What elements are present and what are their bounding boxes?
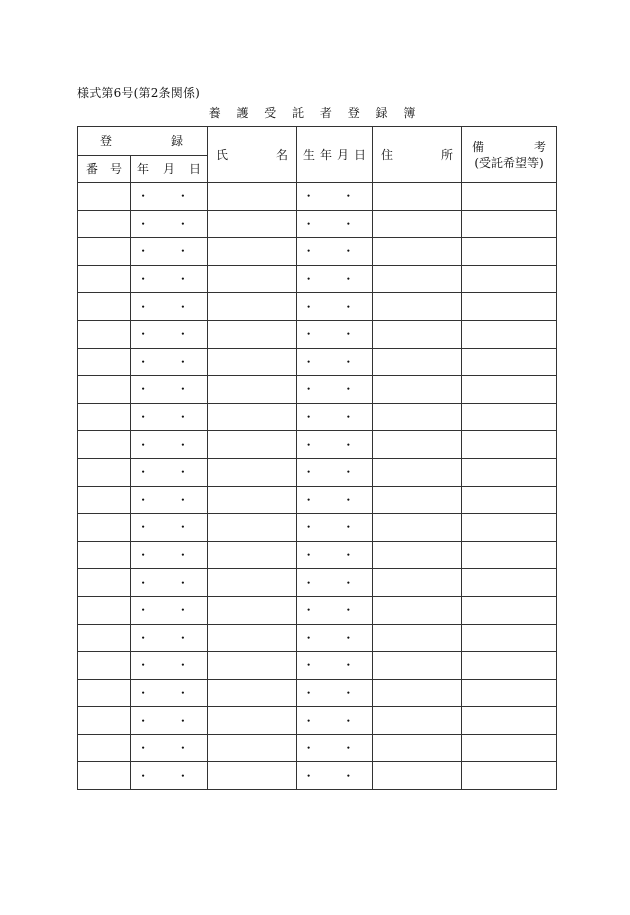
table-row — [78, 265, 557, 293]
birth-date-cell: ・ ・ — [297, 514, 373, 542]
name-cell — [208, 183, 297, 211]
birth-date-cell: ・ ・ — [297, 458, 373, 486]
address-cell — [373, 624, 462, 652]
registration-date-cell: ・ ・ — [131, 652, 208, 680]
name-cell — [208, 320, 297, 348]
table-row — [78, 348, 557, 376]
remarks-cell — [462, 348, 557, 376]
header-address-char-2: 所 — [440, 147, 453, 162]
header-row-1 — [78, 127, 557, 156]
registration-number-cell — [78, 486, 131, 514]
registration-number-cell — [78, 707, 131, 735]
table-row — [78, 376, 557, 404]
name-cell — [208, 652, 297, 680]
registration-date-cell: ・ ・ — [131, 403, 208, 431]
name-cell — [208, 762, 297, 790]
birth-date-cell: ・ ・ — [297, 541, 373, 569]
header-name-char-2: 名 — [275, 147, 288, 162]
remarks-cell — [462, 569, 557, 597]
birth-date-cell: ・ ・ — [297, 403, 373, 431]
registration-date-cell: ・ ・ — [131, 293, 208, 321]
header-date-char-1: 年 — [137, 162, 150, 176]
remarks-cell — [462, 514, 557, 542]
table-row — [78, 238, 557, 266]
remarks-cell — [462, 707, 557, 735]
birth-date-cell: ・ ・ — [297, 596, 373, 624]
table-row — [78, 624, 557, 652]
name-cell — [208, 514, 297, 542]
table-row — [78, 514, 557, 542]
name-cell — [208, 293, 297, 321]
birth-date-cell: ・ ・ — [297, 486, 373, 514]
registration-date-cell: ・ ・ — [131, 265, 208, 293]
table-row — [78, 679, 557, 707]
registration-number-cell — [78, 403, 131, 431]
header-remarks-char-1: 備 — [472, 139, 485, 154]
address-cell — [373, 679, 462, 707]
registration-number-cell — [78, 238, 131, 266]
address-cell — [373, 734, 462, 762]
registration-number-cell — [78, 734, 131, 762]
birth-date-cell: ・ ・ — [297, 210, 373, 238]
name-cell — [208, 265, 297, 293]
registration-number-cell — [78, 762, 131, 790]
registration-date-cell: ・ ・ — [131, 376, 208, 404]
name-cell — [208, 707, 297, 735]
table-row — [78, 293, 557, 321]
registration-number-cell — [78, 376, 131, 404]
address-cell — [373, 514, 462, 542]
header-remarks-sub: (受託希望等) — [474, 155, 544, 170]
registration-date-cell: ・ ・ — [131, 458, 208, 486]
address-cell — [373, 458, 462, 486]
address-cell — [373, 486, 462, 514]
remarks-cell — [462, 320, 557, 348]
address-cell — [373, 348, 462, 376]
birth-date-cell: ・ ・ — [297, 569, 373, 597]
header-registration — [78, 127, 208, 156]
registration-date-cell: ・ ・ — [131, 596, 208, 624]
registration-date-cell: ・ ・ — [131, 431, 208, 459]
address-cell — [373, 707, 462, 735]
document-title: 養 護 受 託 者 登 録 簿 — [208, 106, 422, 120]
registration-number-cell — [78, 458, 131, 486]
name-cell — [208, 376, 297, 404]
header-birth-char-1: 生 — [303, 147, 316, 162]
registration-number-cell — [78, 293, 131, 321]
table-row — [78, 320, 557, 348]
header-date-char-2: 月 — [162, 162, 175, 176]
table-row — [78, 762, 557, 790]
address-cell — [373, 376, 462, 404]
remarks-cell — [462, 734, 557, 762]
header-birth-char-3: 月 — [336, 147, 349, 162]
header-birth-char-2: 年 — [319, 147, 332, 162]
header-address — [373, 127, 462, 183]
remarks-cell — [462, 238, 557, 266]
address-cell — [373, 210, 462, 238]
birth-date-cell: ・ ・ — [297, 652, 373, 680]
remarks-cell — [462, 403, 557, 431]
registration-number-cell — [78, 541, 131, 569]
header-number — [78, 156, 131, 183]
table-row — [78, 734, 557, 762]
registration-number-cell — [78, 569, 131, 597]
header-birth-date — [297, 127, 373, 183]
remarks-cell — [462, 431, 557, 459]
remarks-cell — [462, 458, 557, 486]
birth-date-cell: ・ ・ — [297, 734, 373, 762]
address-cell — [373, 183, 462, 211]
registration-number-cell — [78, 320, 131, 348]
name-cell — [208, 734, 297, 762]
registration-date-cell: ・ ・ — [131, 707, 208, 735]
remarks-cell — [462, 652, 557, 680]
registration-number-cell — [78, 431, 131, 459]
remarks-cell — [462, 183, 557, 211]
header-number-char-1: 番 — [86, 162, 99, 176]
registry-table — [77, 126, 557, 790]
birth-date-cell: ・ ・ — [297, 707, 373, 735]
table-row — [78, 541, 557, 569]
birth-date-cell: ・ ・ — [297, 762, 373, 790]
address-cell — [373, 541, 462, 569]
registration-date-cell: ・ ・ — [131, 486, 208, 514]
name-cell — [208, 458, 297, 486]
address-cell — [373, 762, 462, 790]
registration-number-cell — [78, 652, 131, 680]
address-cell — [373, 652, 462, 680]
header-birth-char-4: 日 — [353, 147, 366, 162]
table-row — [78, 707, 557, 735]
registration-number-cell — [78, 624, 131, 652]
birth-date-cell: ・ ・ — [297, 376, 373, 404]
table-row — [78, 458, 557, 486]
registration-date-cell: ・ ・ — [131, 762, 208, 790]
birth-date-cell: ・ ・ — [297, 624, 373, 652]
registration-number-cell — [78, 183, 131, 211]
header-address-char-1: 住 — [381, 147, 394, 162]
header-name-char-1: 氏 — [216, 147, 229, 162]
table-row — [78, 596, 557, 624]
birth-date-cell: ・ ・ — [297, 183, 373, 211]
registration-date-cell: ・ ・ — [131, 320, 208, 348]
address-cell — [373, 403, 462, 431]
registration-date-cell: ・ ・ — [131, 541, 208, 569]
registration-date-cell: ・ ・ — [131, 183, 208, 211]
header-name — [208, 127, 297, 183]
name-cell — [208, 541, 297, 569]
remarks-cell — [462, 541, 557, 569]
name-cell — [208, 486, 297, 514]
birth-date-cell: ・ ・ — [297, 320, 373, 348]
table-row — [78, 486, 557, 514]
address-cell — [373, 431, 462, 459]
header-date-char-3: 日 — [188, 162, 201, 176]
address-cell — [373, 293, 462, 321]
registration-date-cell: ・ ・ — [131, 238, 208, 266]
registration-number-cell — [78, 265, 131, 293]
address-cell — [373, 596, 462, 624]
birth-date-cell: ・ ・ — [297, 431, 373, 459]
registration-date-cell: ・ ・ — [131, 624, 208, 652]
header-registration-char-1: 登 — [100, 134, 113, 148]
name-cell — [208, 431, 297, 459]
registration-date-cell: ・ ・ — [131, 348, 208, 376]
header-date — [131, 156, 208, 183]
birth-date-cell: ・ ・ — [297, 265, 373, 293]
remarks-cell — [462, 762, 557, 790]
name-cell — [208, 596, 297, 624]
address-cell — [373, 238, 462, 266]
name-cell — [208, 403, 297, 431]
birth-date-cell: ・ ・ — [297, 679, 373, 707]
header-remarks — [462, 127, 557, 183]
registration-number-cell — [78, 514, 131, 542]
table-row — [78, 652, 557, 680]
registration-date-cell: ・ ・ — [131, 210, 208, 238]
table-row — [78, 183, 557, 211]
table-row — [78, 210, 557, 238]
name-cell — [208, 210, 297, 238]
birth-date-cell: ・ ・ — [297, 238, 373, 266]
birth-date-cell: ・ ・ — [297, 293, 373, 321]
header-registration-char-2: 録 — [170, 134, 183, 148]
name-cell — [208, 569, 297, 597]
registration-number-cell — [78, 596, 131, 624]
remarks-cell — [462, 376, 557, 404]
address-cell — [373, 320, 462, 348]
address-cell — [373, 569, 462, 597]
registration-date-cell: ・ ・ — [131, 679, 208, 707]
table-row — [78, 569, 557, 597]
remarks-cell — [462, 624, 557, 652]
remarks-cell — [462, 596, 557, 624]
remarks-cell — [462, 486, 557, 514]
remarks-cell — [462, 293, 557, 321]
form-number-label: 様式第6号(第2条関係) — [77, 86, 201, 100]
remarks-cell — [462, 679, 557, 707]
birth-date-cell: ・ ・ — [297, 348, 373, 376]
name-cell — [208, 348, 297, 376]
registration-number-cell — [78, 679, 131, 707]
name-cell — [208, 624, 297, 652]
name-cell — [208, 238, 297, 266]
table-row — [78, 431, 557, 459]
table-row — [78, 403, 557, 431]
header-number-char-2: 号 — [109, 162, 122, 176]
name-cell — [208, 679, 297, 707]
remarks-cell — [462, 265, 557, 293]
registration-date-cell: ・ ・ — [131, 514, 208, 542]
header-remarks-char-2: 考 — [533, 139, 546, 154]
registration-date-cell: ・ ・ — [131, 569, 208, 597]
registration-date-cell: ・ ・ — [131, 734, 208, 762]
registration-number-cell — [78, 348, 131, 376]
remarks-cell — [462, 210, 557, 238]
address-cell — [373, 265, 462, 293]
registration-number-cell — [78, 210, 131, 238]
